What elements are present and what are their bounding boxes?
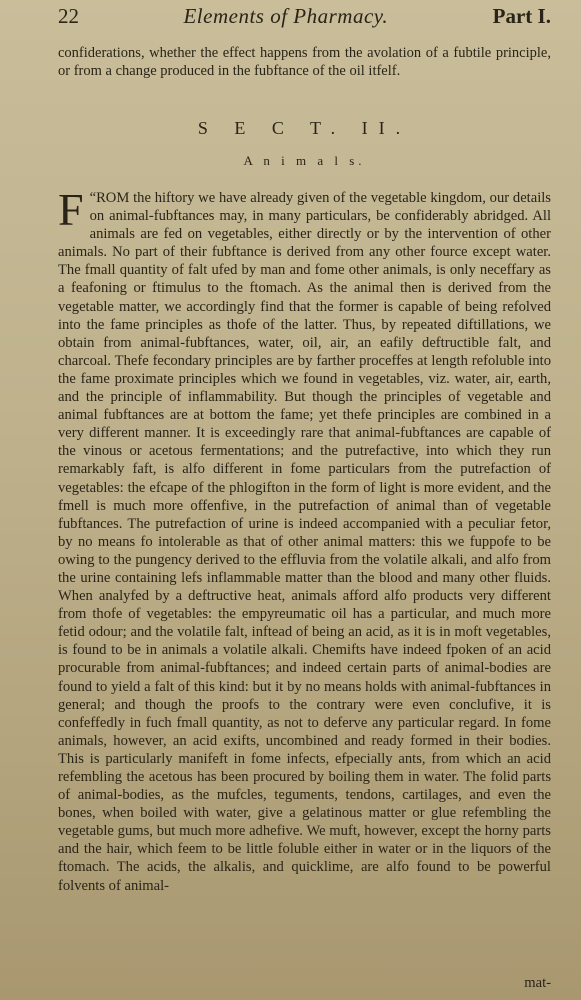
open-quote: “ (89, 190, 97, 206)
running-title: Elements of Pharmacy. (183, 4, 389, 28)
page-number: 22 (58, 4, 79, 28)
section-heading: S E C T. II. (197, 118, 412, 138)
body-text: ROM the hiftory we have already given of the vegetable kingdom, our details on animal-fubftances may, in many particulars, be confiderably abridged. All animals are fed on vegetables, either directly or by the intervention of other animals. No part of their fubftance is derived from any other fource except water. The fmall quantity of falt ufed by man and fome other animals, is only neceffary as a feafoning or ftimulus to the ftomach. As the animal then is derived from the vegetable matter, we accordingly find that the former is capable of being refolved into the fame principles as thofe of the latter. Thus, by repeated diftillations, we obtain from animal-fubftances, water, oil, air, an eafily deftructible falt, and charcoal. Thefe fecondary principles are by farther proceffes at length refoluble into the fame proximate principles which we found in vegetables, viz. water, air, earth, and the principle of inflammability. But though the principles of vegetable and animal fubftances are at bottom the fame; yet thefe principles are combined in a very different manner. It is exceedingly rare that animal-fubftances are capable of the vinous or acetous fermentations; and the putrefactive, into which they run remarkably faft, is alfo different in fome particulars from the putrefaction of vegetables: the efcape of the phlogifton in the form of light is more evident, and the fmell is much more offenfive, in the putrefaction of animal than of vegetable fubftances. The putrefaction of urine is indeed accompanied with a peculiar fetor, by no means fo intolerable as that of other animal matters: this we fuppofe to be owing to the pungency derived to the effluvia from the volatile alkali, and alfo from the urine containing lefs inflammable matter than the blood and many other fluids. When analyfed by a deftructive heat, animals afford alfo products very different from thofe of vegetables: the empyreumatic oil has a particular, and much more fetid odour; and the volatile falt, inftead of being an acid, as it is in moft vegetables, is found to be in animals a volatile alkali. Chemifts have indeed fpoken of an acid procurable from animal-fubftances; and indeed certain parts of animal-bodies are found to yield a falt of this kind: but it by no means holds with animal-fubftances in general; and though the proofs to the contrary were even conclufive, it is confeffedly in fuch fmall quantity, as not to deferve any particular regard. In fome animals, however, an acid exifts, uncombined and ready formed in their bodies. This is particularly manifeft in fome infects, efpecially ants, from which an acid refembling the acetous has been procured by boiling them in water. The folid parts of animal-bodies, as the mufcles, teguments, tendons, cartilages, and even the bones, when boiled with water, give a gelatinous matter or glue refembling the vegetable gums, but much more adhefive. We muft, however, except the horny parts and the hair, which feem to be little foluble either in water or in the liquors of the ftomach. The acids, the alkalis, and quicklime, are alfo found to be powerful folvents of animal- (58, 190, 551, 894)
drop-cap: F (58, 184, 84, 235)
catchword: mat- (524, 975, 551, 991)
carryover-paragraph: confiderations, whether the effect happens from the avolation of a fubtile principle, or from a change produced in the fubftance of the oil itfelf. (58, 45, 551, 79)
body-paragraph (58, 184, 551, 895)
section-subtitle: A n i m a l s. (243, 153, 366, 168)
part-label: Part I. (492, 4, 551, 28)
page-header (58, 4, 551, 32)
